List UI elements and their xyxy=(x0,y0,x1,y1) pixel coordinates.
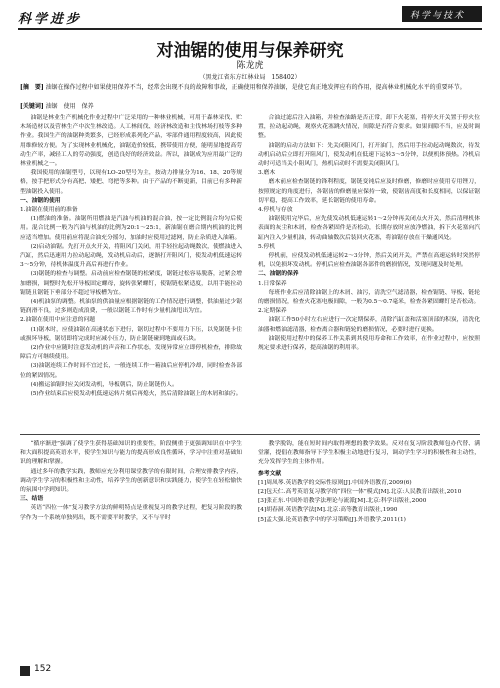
paragraph: 2.油锯在使用中应注意的问题 xyxy=(20,317,96,324)
paragraph: 教学脱钩，能在短时间内取得理想的教学效果。反对在复习阶段教师包办代替、满堂灌，提倡在教师指导下学生积极主动地进行复习，调动学生学习的积极性和主动性，充分发挥学生的主体作用。 xyxy=(258,441,480,466)
section-title: 科学进步 xyxy=(18,12,83,27)
paragraph: (3)油锯连续工作时间不宜过长，一般连续工作一箱油后应停机冷却，同时检查各部位的紧固情况。 xyxy=(20,363,242,379)
article-separator xyxy=(20,434,480,435)
paragraph: (3)锯链的检查与调整。启动前应检查锯链的松紧度，锯链过松容易脱落，过紧会增加磨损，调整时先松开导板固定螺母，旋转张紧螺钉，使锯链松紧适度，以用手能拉动锯链且锯链下垂部分不超过导板槽为宜。 xyxy=(20,271,242,296)
keywords-label: [关键词] xyxy=(20,103,44,110)
author-affiliation: （黑龙江省东方红林业局 158402） xyxy=(199,74,301,81)
paragraph: 停机前，应使发动机低速运转2～3分钟，然后关闭开关，严禁在高速运转时突然停机，以免损坏发动机。停机后应检查油锯各部件的磨损情况，发现问题及时处理。 xyxy=(258,253,480,269)
paragraph: [2]包天仁.高考英语复习教学的“四位一体”模式[M].北京:人民教育出版社,2010 xyxy=(258,489,462,496)
section-badge xyxy=(402,6,482,22)
next-article-column-left xyxy=(20,440,242,523)
article-author: 陈龙虎 xyxy=(236,61,264,71)
paragraph: 每班作业后应清除油锯上的木屑、油污，清洗空气滤清器，检查锯链、导板、链轮的磨损情况，检查火花塞电极间隙，一般为0.5～0.7毫米，检查各紧固螺钉是否松动。 xyxy=(258,289,480,306)
section-badge-text: 科学与技术 xyxy=(410,11,466,21)
page-number: 152 xyxy=(34,664,52,674)
keywords-text: 油锯 使用 保养 xyxy=(45,103,94,110)
section-heading: 三、结语 xyxy=(20,496,44,503)
paragraph: 3.磨木 xyxy=(258,170,276,177)
paragraph: [3]张正东.中国外语教学法理论与流派[M].北京:科学出版社,2000 xyxy=(258,498,427,505)
paragraph: (2)作业中应随时注意发动机的声音和工作状态，发现异常应立即停机检查，排除故障后方可继续使用。 xyxy=(20,345,242,361)
paragraph: (4)机油泵的调整。机油泵的供油量应根据锯链的工作情况进行调整，供油量过少锯链润滑不良，过多则造成浪费，一般以锯链工作时有少量机油甩出为宜。 xyxy=(20,299,242,315)
page-header xyxy=(0,0,500,30)
paragraph: [1]周凤琴.英语教学的交际性原则[J].中国外语教育,2009(6) xyxy=(258,479,412,486)
section-heading: 二、油锯的保养 xyxy=(258,271,299,278)
paragraph: 5.停机 xyxy=(258,243,276,250)
paragraph: (1)锯木时，应使油锯在高速状态下进行，锯切过程中不要用力下压，以免锯链卡住或损坏导板，锯切即将完成时应减小压力，防止锯链碰到地面或石块。 xyxy=(20,326,242,342)
paragraph: 4.停机与存放 xyxy=(258,207,293,214)
section-heading: 参考文献 xyxy=(258,470,282,477)
paragraph: 2.定期保养 xyxy=(258,308,287,315)
next-article-column-right xyxy=(258,440,480,525)
abstract-text: 油锯在操作过程中如果使用保养不当，经常会出现不良的故障和事故，正确使用和保养油锯，是使它真正地发挥应有的作用，提高林业机械化水平的重要环节。 xyxy=(45,84,466,91)
paragraph: 油锯使用过程中的保养工作关系到其使用寿命和工作效率，在作业过程中，应按照规定要求进行保养，提高油锯的利用率。 xyxy=(258,335,480,352)
paragraph: 英语“四位一体”复习教学方法的鲜明特点是重视复习的教学过程，把复习阶段的教学作为一个系统单独列出，既不需要平时教学，又不与平时 xyxy=(20,505,242,521)
keywords xyxy=(20,102,480,111)
page-footer xyxy=(20,664,80,678)
paragraph: (5)作业结束后应使发动机低速运转片刻后再熄火，然后清除油锯上的木屑和油污。 xyxy=(30,391,242,398)
header-rule xyxy=(18,28,482,30)
paragraph: 油锯是林业生产机械化作业过程中广泛采用的一种林业机械，可用于森林采伐、贮木场造材以及营林生产中次生林改造。人工林间伐、经济林改造和主伐林场打枝等多种作业。我国生产的油锯种类繁多，已经形成系列化产品，零部件通用程度较高，因此使用维修较方便。为了实现林业机械化，油锯造价较低，携带使用方便，能明显地提高劳动生产率，减轻工人的劳动强度，创造良好的经济效益。所以，油锯成为应用最广泛的林业机械之一。 xyxy=(20,115,242,168)
paragraph: 1.日常保养 xyxy=(258,280,287,287)
paragraph: (1)燃油的准备。油锯所用燃油是汽油与机油的混合油，按一定比例混合均匀后使用。混合比例一般为汽油与机油的比例为20:1～25:1，新油锯在磨合期内机油的比例应适当增加。使用前应将混合油充分摇匀，加油时应使用过滤网，防止杂质进入油箱。 xyxy=(20,216,242,241)
article-title: 对油锯的使用与保养研究 xyxy=(156,41,344,61)
abstract-label: [摘 要] xyxy=(20,84,44,91)
section-heading: 一、油锯的使用 xyxy=(20,197,61,204)
paragraph: 油锯的启动方法如下：先关闭阻风门，打开油门，然后用手拉动起动绳数次，待发动机启动后立即打开阻风门，使发动机在低速下运转3～5分钟，以便机体预热。冷机启动时可适当关小阻风门，热机启动时不需要关闭阻风门。 xyxy=(258,142,480,168)
page-mark-icon xyxy=(20,666,30,676)
paragraph: 磨木前应检查锯链的锋利程度，锯链变钝后应及时修磨，修磨时应使用专用锉刀，按照规定的角度进行，各锯齿的修磨量应保持一致，使锯齿高度和长度相同，以保证锯切平稳，提高工作效率，延长锯链的使用寿命。 xyxy=(258,179,480,204)
paragraph: 通过多年的教学实践，教师应充分利用课堂教学的有限时间，合理安排教学内容，调动学生学习的积极性和主动性，培养学生的创新意识和实践能力，使学生在轻松愉快的氛围中学到知识。 xyxy=(20,468,242,494)
abstract xyxy=(20,83,480,92)
paragraph: (4)搬运油锯时应关闭发动机，导板朝后，防止锯链伤人。 xyxy=(30,381,178,388)
paragraph: 油锯使用完毕后，应先使发动机低速运转1～2分钟再关闭点火开关，然后清理机体表面的灰尘和木屑，检查各紧固件是否松动，长期存放时应放净燃油，拆下火花塞向汽缸内注入少量机油，转动曲轴数次后装回火花塞，将油锯存放在干燥通风处。 xyxy=(258,216,480,241)
paragraph: [4]胡春洞.英语教学法[M].北京:高等教育出版社,1990 xyxy=(258,507,398,514)
paragraph: (2)启动油锯。先打开点火开关，将阻风门关闭，用手轻拉起动绳数次，使燃油进入汽缸，然后迅速用力拉动起动绳，发动机启动后，逐渐打开阻风门，使发动机低速运转3～5分钟，待机体温度升高后再进行作业。 xyxy=(20,243,242,269)
paragraph: 1.油锯在使用前的准备 xyxy=(20,207,78,214)
paragraph: [5]孟大强.论英语教学中的学习策略[J].外语教学,2011(1) xyxy=(258,516,406,523)
paragraph: 油锯工作50小时左右应进行一次定期保养，清除汽缸盖和活塞顶部的积炭，清洗化油器和燃油滤清器，检查离合器和链轮的磨损情况，必要时进行更换。 xyxy=(258,317,480,333)
paragraph: “循序渐进”强调了使学生获得基础知识的重要性，阶段侧重于更强调知识在中学生和大面积提高英语水平，使学生知识与能力的提高形成良性循环，学习中注重对基础知识的理解和掌握。 xyxy=(20,441,242,466)
body-column-right xyxy=(258,114,480,353)
paragraph: 合油过滤后注入油箱，并检查油路是否正常，卸下火花塞，将停火开关置于停火位置，拉动起动绳，观察火花塞跳火情况，间隙是否符合要求。如果间隙不当，应及时调整。 xyxy=(258,115,480,140)
body-column-left xyxy=(20,114,242,399)
paragraph: 我国使用的油锯型号，以现有LO-20型号为主，按动力排量分为16、18、20等规格，按手把形式分有高把、矮把、弯把等多种。由于产品的不断更新，目前已有多种新型油锯投入使用。 xyxy=(20,170,242,195)
